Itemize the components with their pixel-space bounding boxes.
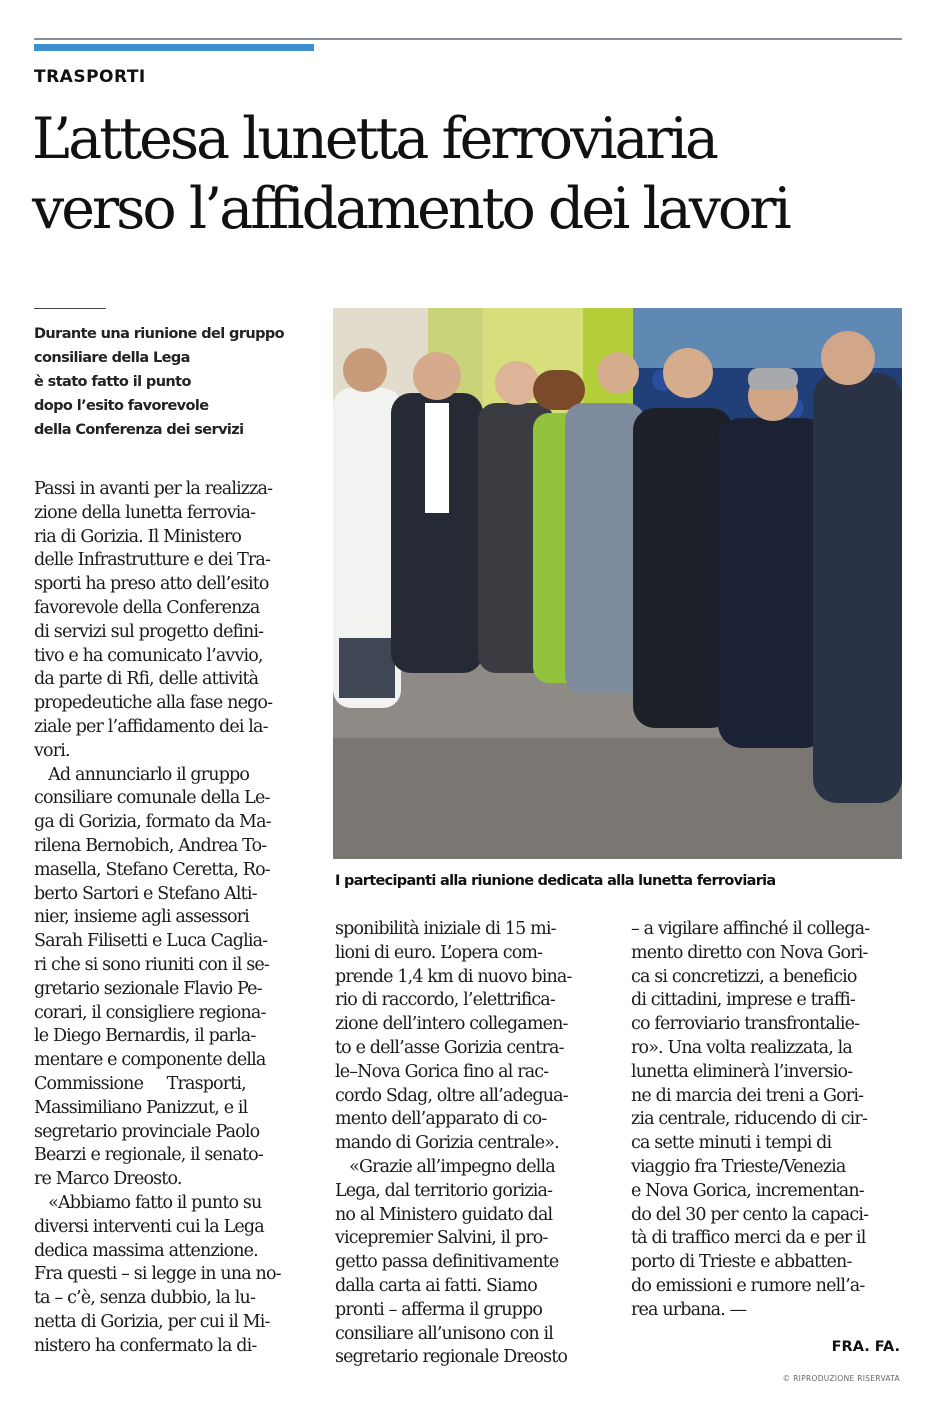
- article-text-line: rio di raccordo, l’elettrifica-: [335, 990, 555, 1011]
- article-text-line: no al Ministero guidato dal: [335, 1204, 553, 1225]
- article-text-line: Ad annunciarlo il gruppo: [34, 764, 250, 785]
- group-photo: [333, 308, 902, 859]
- article-text-line: rea urbana. —: [631, 1299, 747, 1320]
- article-text-line: dedica massima attenzione.: [34, 1240, 258, 1261]
- article-column-2: [335, 918, 607, 1370]
- article-text-line: porto di Trieste e abbatten-: [631, 1252, 852, 1273]
- article-text-line: Massimiliano Panizzut, e il: [34, 1097, 248, 1118]
- article-text-line: Passi in avanti per la realizza-: [34, 479, 273, 499]
- article-text-line: masella, Stefano Ceretta, Ro-: [34, 859, 270, 880]
- article-text-line: ria di Gorizia. Il Ministero: [34, 526, 242, 547]
- summary-line: dopo l’esito favorevole: [34, 398, 209, 414]
- article-text-line: zione della lunetta ferrovia-: [34, 502, 256, 523]
- article-text-line: vori.: [34, 740, 70, 761]
- summary-line: Durante una riunione del gruppo: [34, 326, 285, 342]
- article-text-line: berto Sartori e Stefano Alti-: [34, 883, 257, 904]
- article-column-1: [34, 478, 310, 1358]
- article-text-line: do emissioni e rumore nell’a-: [631, 1275, 865, 1296]
- article-text-line: zia centrale, riducendo di cir-: [631, 1109, 868, 1130]
- summary-rule: [34, 308, 106, 309]
- article-summary: [34, 322, 324, 442]
- article-text-line: da parte di Rfi, delle attività: [34, 669, 259, 690]
- article-text-line: viaggio fra Trieste/Venezia: [631, 1156, 846, 1177]
- article-text-line: zione dell’intero collegamen-: [335, 1014, 568, 1035]
- article-text-line: ri che si sono riuniti con il se-: [34, 954, 269, 975]
- article-text-line: segretario provinciale Paolo: [34, 1121, 260, 1142]
- section-label: TRASPORTI: [34, 67, 146, 87]
- article-text-line: to e dell’asse Gorizia centra-: [335, 1037, 564, 1058]
- article-text-line: getto passa definitivamente: [335, 1252, 559, 1273]
- article-text-line: le–Nova Gorica fino al rac-: [335, 1061, 549, 1082]
- article-text-line: ziale per l’affidamento dei la-: [34, 716, 268, 737]
- article-text-line: segretario regionale Dreosto: [335, 1347, 568, 1368]
- article-text-line: Bearzi e regionale, il senato-: [34, 1145, 263, 1166]
- article-text-line: sporti ha preso atto dell’esito: [34, 574, 269, 595]
- article-text-line: sponibilità iniziale di 15 mi-: [335, 919, 556, 939]
- article-text-line: nistero ha confermato la di-: [34, 1335, 257, 1356]
- author-signature: FRA. FA.: [831, 1339, 900, 1355]
- summary-line: consiliare della Lega: [34, 350, 190, 366]
- article-text-line: ro». Una volta realizzata, la: [631, 1037, 852, 1058]
- article-text-line: «Grazie all’impegno della: [335, 1156, 555, 1177]
- article-text-line: ga di Gorizia, formato da Ma-: [34, 812, 271, 833]
- article-text-line: Fra questi – si legge in una no-: [34, 1264, 281, 1285]
- article-text-line: do del 30 per cento la capaci-: [631, 1204, 869, 1225]
- article-text-line: diversi interventi cui la Lega: [34, 1216, 264, 1237]
- article-text-line: mento diretto con Nova Gori-: [631, 942, 868, 963]
- article-text-line: mento dell’apparato di co-: [335, 1109, 547, 1130]
- article-text-line: ta – c’è, senza dubbio, la lu-: [34, 1288, 256, 1309]
- article-text-line: rilena Bernobich, Andrea To-: [34, 835, 267, 856]
- article-text-line: tivo e ha comunicato l’avvio,: [34, 645, 263, 666]
- article-text-line: Sarah Filisetti e Luca Caglia-: [34, 931, 268, 952]
- article-text-line: consiliare all’unisono con il: [335, 1323, 554, 1344]
- group-photo-illustration: [333, 308, 902, 859]
- article-headline: [32, 104, 912, 244]
- article-text-line: ca si concretizzi, a beneficio: [631, 966, 857, 987]
- article-text-line: re Marco Dreosto.: [34, 1169, 182, 1190]
- summary-line: della Conferenza dei servizi: [34, 422, 244, 438]
- article-text-line: gretario sezionale Flavio Pe-: [34, 978, 262, 999]
- article-text-line: Commissione Trasporti,: [34, 1073, 246, 1094]
- article-text-line: nier, insieme agli assessori: [34, 907, 249, 928]
- article-text-line: pronti – afferma il gruppo: [335, 1299, 543, 1320]
- article-text-line: netta di Gorizia, per cui il Mi-: [34, 1311, 270, 1332]
- article-text-line: ne di marcia dei treni a Gori-: [631, 1085, 864, 1106]
- article-text-line: dalla carta ai fatti. Siamo: [335, 1275, 537, 1296]
- article-text-line: e Nova Gorica, incrementan-: [631, 1180, 864, 1201]
- article-text-line: tà di traffico merci da e per il: [631, 1228, 866, 1249]
- article-text-line: le Diego Bernardis, il parla-: [34, 1026, 256, 1047]
- article-text-line: di servizi sul progetto defini-: [34, 621, 264, 642]
- article-text-line: mando di Gorizia centrale».: [335, 1133, 559, 1154]
- article-text-line: Lega, dal territorio gorizia-: [335, 1180, 553, 1201]
- section-accent-bar: [34, 44, 314, 51]
- article-text-line: corari, il consigliere regiona-: [34, 1002, 266, 1023]
- article-text-line: lioni di euro. L’opera com-: [335, 942, 543, 963]
- article-text-line: prende 1,4 km di nuovo bina-: [335, 966, 572, 987]
- article-text-line: propedeutiche alla fase nego-: [34, 693, 273, 714]
- article-text-line: delle Infrastrutture e dei Tra-: [34, 550, 271, 571]
- photo-caption: I partecipanti alla riunione dedicata alla lunetta ferroviaria: [335, 873, 776, 889]
- article-text-line: ca sette minuti i tempi di: [631, 1133, 832, 1154]
- headline-line: L’attesa lunetta ferroviaria: [32, 106, 716, 172]
- article-text-line: di cittadini, imprese e traffi-: [631, 990, 855, 1011]
- article-column-3: [631, 918, 903, 1323]
- article-text-line: cordo Sdag, oltre all’adegua-: [335, 1085, 568, 1106]
- article-text-line: «Abbiamo fatto il punto su: [34, 1192, 262, 1213]
- top-rule: [34, 38, 902, 40]
- article-text-line: – a vigilare affinché il collega-: [631, 919, 870, 939]
- article-text-line: lunetta eliminerà l’inversio-: [631, 1061, 853, 1082]
- summary-line: è stato fatto il punto: [34, 374, 191, 390]
- article-text-line: favorevole della Conferenza: [34, 597, 260, 618]
- article-text-line: vicepremier Salvini, il pro-: [335, 1228, 548, 1249]
- copyright-notice: © RIPRODUZIONE RISERVATA: [782, 1374, 900, 1383]
- headline-line: verso l’affidamento dei lavori: [32, 176, 789, 242]
- article-text-line: consiliare comunale della Le-: [34, 788, 270, 809]
- article-text-line: co ferroviario transfrontalie-: [631, 1014, 860, 1035]
- article-text-line: mentare e componente della: [34, 1050, 266, 1071]
